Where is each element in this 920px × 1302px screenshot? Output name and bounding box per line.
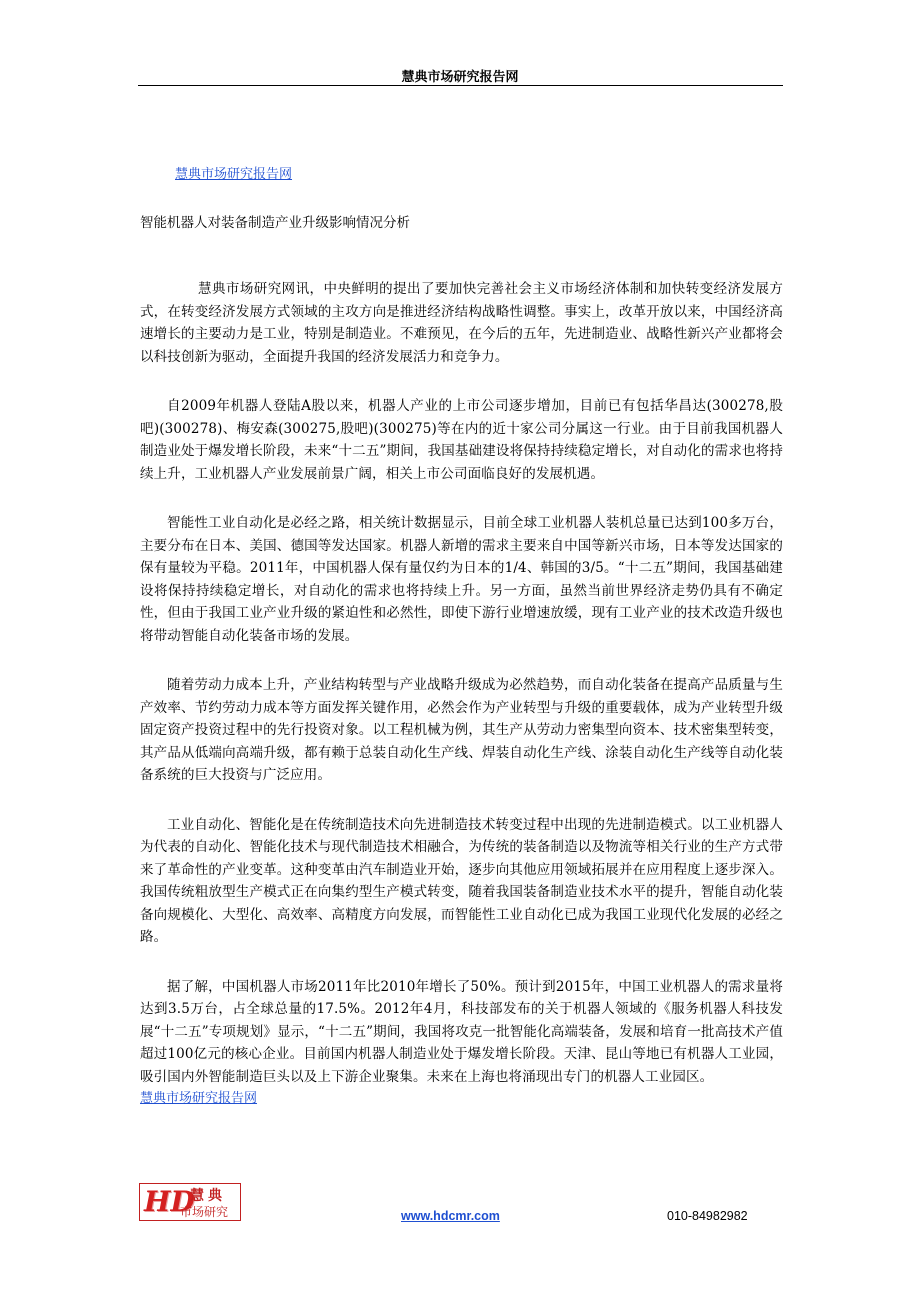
paragraph-4: 随着劳动力成本上升，产业结构转型与产业战略升级成为必然趋势，而自动化装备在提高产品质量与生产效率、节约劳动力成本等方面发挥关键作用，必然会作为产业转型与升级的重要载体，成为产业转型升级固定资产投资过程中的先行投资对象。以工程机械为例，其生产从劳动力密集型向资本、技术密集型转变，其产品从低端向高端升级，都有赖于总装自动化生产线、焊装自动化生产线、涂装自动化生产线等自动化装备系统的巨大投资与广泛应用。 — [140, 677, 783, 783]
logo-subtitle: 市场研究 — [180, 1205, 229, 1219]
logo-hd-letters: HD — [144, 1185, 195, 1218]
paragraph-5: 工业自动化、智能化是在传统制造技术向先进制造技术转变过程中出现的先进制造模式。以工业机器人为代表的自动化、智能化技术与现代制造技术相融合，为传统的装备制造以及物流等相关行业的生产方式带来了革命性的产业变革。这种变革由汽车制造业开始，逐步向其他应用领域拓展并在应用程度上逐步深入。我国传统粗放型生产模式正在向集约型生产模式转变，随着我国装备制造业技术水平的提升，智能自动化装备向规模化、大型化、高效率、高精度方向发展，而智能性工业自动化已成为我国工业现代化发展的必经之路。 — [140, 816, 783, 945]
paragraph-1: 慧典市场研究网讯，中央鲜明的提出了要加快完善社会主义市场经济体制和加快转变经济发展方式，在转变经济发展方式领域的主攻方向是推进经济结构战略性调整。事实上，改革开放以来，中国经济高速增长的主要动力是工业，特别是制造业。不难预见，在今后的五年，先进制造业、战略性新兴产业都将会以科技创新为驱动，全面提升我国的经济发展活力和竞争力。 — [140, 281, 783, 365]
paragraph-6: 据了解，中国机器人市场2011年比2010年增长了50%。预计到2015年，中国工业机器人的需求量将达到3.5万台，占全球总量的17.5%。2012年4月，科技部发布的关于机器人领域的《服务机器人科技发展“十二五”专项规划》显示，“十二五”期间，我国将攻克一批智能化高端装备，发展和培育一批高技术产值超过100亿元的核心企业。目前国内机器人制造业处于爆发增长阶段。天津、昆山等地已有机器人工业园，吸引国内外智能制造巨头以及上下游企业聚集。未来在上海也将涌现出专门的机器人工业园区。 — [140, 978, 783, 1085]
site-link-bottom[interactable]: 慧典市场研究报告网 — [140, 1091, 258, 1106]
paragraph-3: 智能性工业自动化是必经之路，相关统计数据显示，目前全球工业机器人装机总量已达到100多万台，主要分布在日本、美国、德国等发达国家。机器人新增的需求主要来自中国等新兴市场，日本等发达国家的保有量较为平稳。2011年，中国机器人保有量仅约为日本的1/4、韩国的3/5。“十二五”期间，我国基础建设将保持持续稳定增长，对自动化的需求也将持续上升。另一方面，虽然当前世界经济走势仍具有不确定性，但由于我国工业产业升级的紧迫性和必然性，即使下游行业增速放缓，现有工业产业的技术改造升级也将带动智能自动化装备市场的发展。 — [140, 515, 783, 644]
company-logo — [139, 1183, 241, 1221]
document-title: 智能机器人对装备制造产业升级影响情况分析 — [140, 215, 410, 231]
header-divider — [138, 85, 783, 86]
page-header-title: 慧典市场研究报告网 — [401, 70, 519, 85]
article-body — [140, 278, 783, 1110]
paragraph-2: 自2009年机器人登陆A股以来，机器人产业的上市公司逐步增加，目前已有包括华昌达(300278,股吧)(300278)、梅安森(300275,股吧)(300275)等在内的近十家公司分属这一行业。由于目前我国机器人制造业处于爆发增长阶段，未来“十二五”期间，我国基础建设将保持持续稳定增长，对自动化的需求也将持续上升，工业机器人产业发展前景广阔，相关上市公司面临良好的发展机遇。 — [140, 398, 783, 482]
site-link-top[interactable]: 慧典市场研究报告网 — [175, 167, 293, 182]
logo-brand-name: 慧典 — [190, 1188, 226, 1204]
footer-website-link[interactable]: www.hdcmr.com — [401, 1209, 500, 1223]
footer-phone-number: 010-84982982 — [667, 1209, 748, 1223]
